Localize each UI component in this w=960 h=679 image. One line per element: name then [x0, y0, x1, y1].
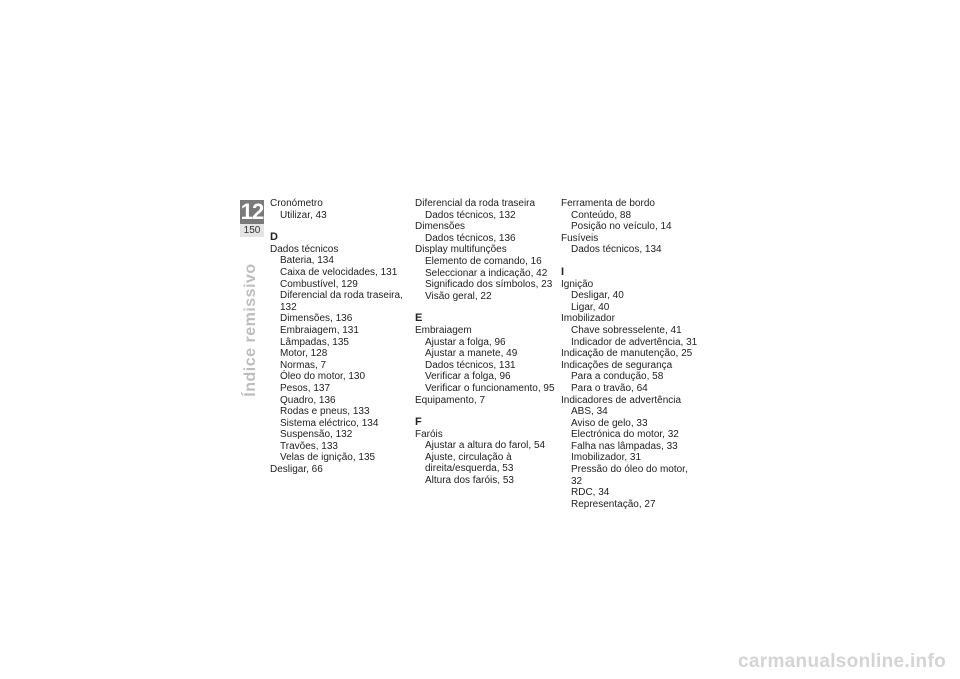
index-subentry: Ajustar a folga, 96: [425, 336, 506, 348]
index-subentry: Suspensão, 132: [280, 429, 353, 441]
index-subentry: Para a condução, 58: [571, 371, 664, 383]
index-subentry: Conteúdo, 88: [571, 209, 632, 221]
index-subentry: Ajustar a altura do farol, 54: [425, 440, 546, 452]
index-subentry: Embraiagem, 131: [280, 324, 359, 336]
index-subentry: Verificar a folga, 96: [425, 371, 511, 383]
index-subentry: Utilizar, 43: [280, 209, 327, 221]
index-subentry: Chave sobresselente, 41: [571, 324, 682, 336]
index-subentry: Dados técnicos, 132: [425, 209, 516, 221]
index-subentry: Normas, 7: [280, 359, 327, 371]
index-entry: Indicação de manutenção, 25: [561, 348, 693, 360]
section-title: Índice remissivo: [242, 263, 259, 397]
index-entry: Cronómetro: [270, 198, 323, 209]
index-subentry: Electrónica do motor, 32: [571, 429, 679, 441]
index-subentry: Motor, 128: [280, 348, 328, 360]
index-subentry: Combustível, 129: [280, 278, 358, 290]
index-column-3: [561, 198, 701, 510]
index-subentry: Dimensões, 136: [280, 313, 353, 325]
index-entry: Faróis: [415, 428, 443, 440]
index-letter: F: [415, 416, 422, 429]
index-subentry: Dados técnicos, 131: [425, 359, 516, 371]
index-letter: D: [270, 231, 278, 244]
index-subentry: Para o travão, 64: [571, 382, 648, 394]
index-entry: Indicações de segurança: [561, 359, 673, 371]
index-entry: Fusíveis: [561, 232, 599, 244]
index-subentry: Visão geral, 22: [425, 290, 492, 302]
watermark: carmanualsonline.info: [738, 651, 946, 672]
index-entry: Ferramenta de bordo: [561, 198, 655, 209]
index-subentry: Desligar, 40: [571, 290, 624, 302]
page-number: 150: [240, 224, 264, 237]
index-subentry: Ajuste, circulação à direita/esquerda, 53: [425, 451, 514, 475]
index-subentry: Óleo do motor, 130: [280, 371, 366, 383]
index-subentry: Verificar o funcionamento, 95: [425, 382, 555, 394]
index-entry: Indicadores de advertência: [561, 394, 682, 406]
index-subentry: Indicador de advertência, 31: [571, 336, 698, 348]
index-subentry: Diferencial da roda traseira, 132: [280, 290, 403, 313]
index-entry: Dados técnicos: [270, 243, 339, 255]
index-subentry: Dados técnicos, 134: [571, 244, 662, 256]
index-subentry: Aviso de gelo, 33: [571, 417, 648, 429]
index-entry: Embraiagem: [415, 324, 472, 336]
index-subentry: RDC, 34: [571, 487, 610, 499]
index-subentry: Quadro, 136: [280, 394, 336, 406]
index-subentry: Imobilizador, 31: [571, 452, 642, 464]
index-subentry: Velas de ignição, 135: [280, 452, 376, 464]
index-subentry: Significado dos símbolos, 23: [425, 279, 553, 291]
index-column-2: [415, 198, 555, 487]
index-entry: Imobilizador: [561, 313, 615, 325]
index-subentry: Seleccionar a indicação, 42: [425, 267, 548, 279]
index-entry: Diferencial da roda traseira: [415, 198, 536, 209]
index-entry: Dimensões: [415, 221, 466, 233]
index-subentry: Altura dos faróis, 53: [425, 475, 514, 487]
index-subentry: Elemento de comando, 16: [425, 255, 542, 267]
index-subentry: Ligar, 40: [571, 301, 610, 313]
index-column-1: [270, 198, 410, 476]
index-letter: E: [415, 312, 423, 325]
index-entry: Desligar, 66: [270, 464, 323, 476]
chapter-tab: [240, 200, 264, 237]
index-entry: Display multifunções: [415, 244, 507, 256]
index-subentry: Sistema eléctrico, 134: [280, 417, 379, 429]
index-letter: I: [561, 265, 565, 278]
index-subentry: Caixa de velocidades, 131: [280, 266, 398, 278]
index-subentry: Rodas e pneus, 133: [280, 406, 370, 418]
index-subentry: Ajustar a manete, 49: [425, 348, 518, 360]
index-subentry: Travões, 133: [280, 440, 338, 452]
index-subentry: Falha nas lâmpadas, 33: [571, 440, 678, 452]
index-subentry: Representação, 27: [571, 498, 656, 510]
index-subentry: Posição no veículo, 14: [571, 221, 672, 233]
index-subentry: ABS, 34: [571, 406, 608, 418]
chapter-number: 12: [240, 199, 264, 224]
index-subentry: Lâmpadas, 135: [280, 336, 349, 348]
index-entry: Equipamento, 7: [415, 394, 486, 406]
index-subentry: Bateria, 134: [280, 255, 334, 267]
index-subentry: Dados técnicos, 136: [425, 232, 516, 244]
index-entry: Ignição: [561, 278, 594, 290]
index-subentry: Pesos, 137: [280, 382, 331, 394]
index-subentry: Pressão do óleo do motor, 32: [571, 464, 688, 487]
